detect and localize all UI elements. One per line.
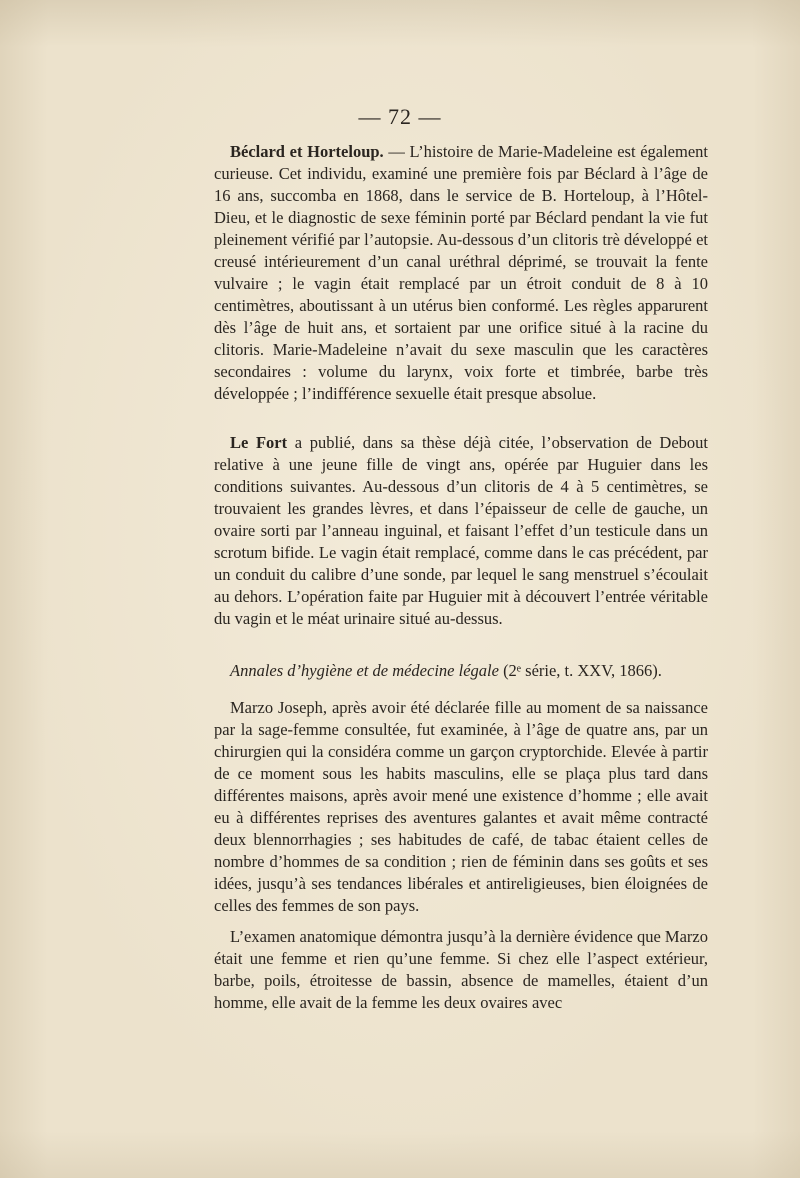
paragraph-beclard-horteloup bbox=[214, 141, 708, 405]
paragraph-marzo-joseph bbox=[214, 697, 708, 917]
paragraph-examen-anatomique bbox=[214, 926, 708, 1014]
paragraph-body: a publié, dans sa thèse déjà citée, l’observation de Debout relative à une jeune fille de vingt ans, opérée par Huguier dans les conditions suivantes. Au-dessous d’un clitoris de 4 à 5 centimètres, se trouvaient les grandes lèvres, et dans l’épaisseur de celle de gauche, un ovaire sorti par l’anneau inguinal, et faisant l’effet d’un testicule dans un scrotum bifide. Le vagin était remplacé, comme dans le cas précédent, par un conduit du calibre d’une sonde, par lequel le sang menstruel s’écoulait au dehors. L’opération faite par Huguier mit à découvert l’entrée véritable du vagin et le méat urinaire situé au-dessus. bbox=[214, 433, 708, 628]
citation-details: (2ᵉ série, t. XXV, 1866). bbox=[498, 661, 662, 680]
paragraph-le-fort bbox=[214, 432, 708, 630]
paragraph-lead: Le Fort bbox=[230, 433, 288, 452]
page-number: — 72 — bbox=[358, 104, 442, 129]
citation-title: Annales d’hygiène et de médecine légale bbox=[230, 661, 499, 680]
paragraph-text bbox=[214, 432, 708, 630]
paragraph-text bbox=[214, 141, 708, 405]
citation-heading bbox=[214, 660, 708, 682]
paragraph-text: L’examen anatomique démontra jusqu’à la dernière évidence que Marzo était une femme et rien qu’une femme. Si chez elle l’aspect extérieur, barbe, poils, étroitesse de bassin, absence de mamelles, étaient d’un homme, elle avait de la femme les deux ovaires avec bbox=[214, 927, 708, 1012]
citation-line bbox=[214, 660, 708, 682]
paragraph-body: — L’histoire de Marie-Madeleine est également curieuse. Cet individu, examiné une première fois par Béclard à l’âge de 16 ans, succomba en 1868, dans le service de B. Horteloup, à l’Hôtel-Dieu, et le diagnostic de sexe féminin porté par Béclard pendant la vie fut pleinement vérifié par l’autopsie. Au-dessous d’un clitoris trè développé et creusé intérieurement d’un canal uréthral déprimé, se trouvait la fente vulvaire ; le vagin était remplacé par un étroit conduit de 8 à 10 centimètres, aboutissant à un utérus bien conformé. Les règles apparurent dès l’âge de huit ans, et sortaient par une orifice situé à la racine du clitoris. Marie-Madeleine n’avait du sexe masculin que les caractères secondaires : volume du larynx, voix forte et timbrée, barbe très développée ; l’indifférence sexuelle était presque absolue. bbox=[214, 142, 708, 403]
paragraph-lead: Béclard et Horteloup. bbox=[230, 142, 384, 161]
paragraph-text: Marzo Joseph, après avoir été déclarée fille au moment de sa naissance par la sage-femme consultée, fut examinée, à l’âge de quatre ans, par un chirurgien qui la considéra comme un garçon cryptorchide. Elevée à partir de ce moment sous les habits masculins, elle se plaça plus tard dans différentes maisons, après avoir mené une existence d’homme ; elle avait eu à différentes reprises des aventures galantes et avait même contracté deux blennorrhagies ; ses habitudes de café, de tabac étaient celles de nombre d’hommes de sa condition ; rien de féminin dans ses goûts et ses idées, jusqu’à ses tendances libérales et antireligieuses, bien éloignées de celles des femmes de son pays. bbox=[214, 698, 708, 915]
